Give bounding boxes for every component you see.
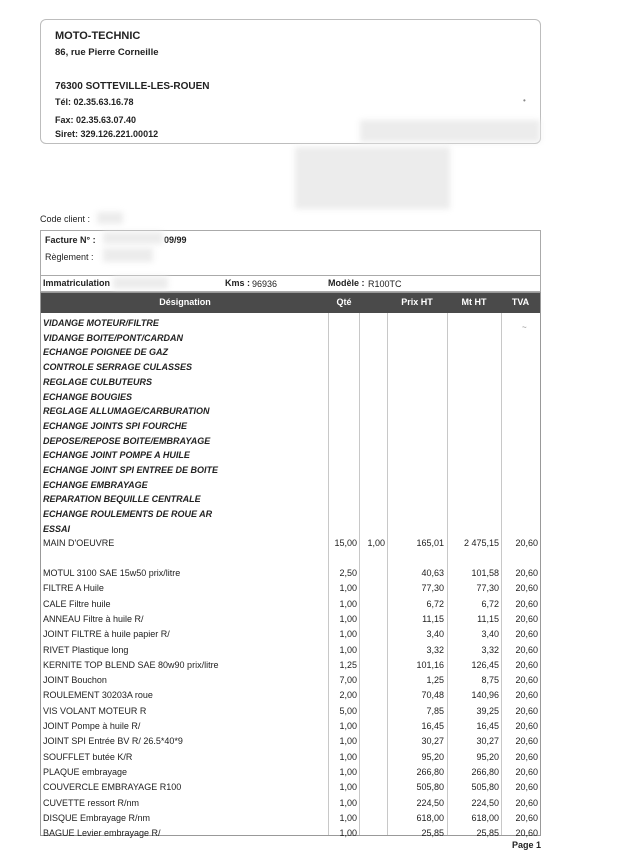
redacted-address xyxy=(295,147,450,209)
row-qty: 1,00 xyxy=(339,721,357,731)
kms-label: Kms : xyxy=(225,278,251,288)
table-row xyxy=(41,690,540,704)
operation-item: REGLAGE CULBUTEURS xyxy=(43,376,153,387)
redacted-reglement xyxy=(103,248,153,262)
table-row xyxy=(41,752,540,766)
row-designation: JOINT Pompe à huile R/ xyxy=(43,721,141,731)
row-total: 126,45 xyxy=(471,659,499,670)
operation-item: DEPOSE/REPOSE BOITE/EMBRAYAGE xyxy=(43,435,211,446)
row-total: 3,40 xyxy=(481,629,499,640)
row-qty: 5,00 xyxy=(339,705,357,716)
row-tva: 20,60 xyxy=(515,828,538,839)
row-tva: 20,60 xyxy=(515,659,538,670)
table-row xyxy=(41,645,540,659)
col-tva: TVA xyxy=(511,297,530,307)
row-qty: 1,00 xyxy=(339,613,357,624)
row-price: 40,63 xyxy=(421,568,444,578)
table-header xyxy=(41,293,540,313)
table-row xyxy=(41,660,540,674)
row-tva: 20,60 xyxy=(515,721,538,731)
row-tva: 20,60 xyxy=(515,766,538,777)
row-price: 505,80 xyxy=(416,782,444,793)
row-designation: MOTUL 3100 SAE 15w50 prix/litre xyxy=(43,568,181,578)
row-tva: 20,60 xyxy=(515,613,538,624)
company-name: MOTO-TECHNIC xyxy=(55,30,141,42)
row-qty: 1,00 xyxy=(339,797,357,808)
operation-item: VIDANGE BOITE/PONT/CARDAN xyxy=(43,332,184,343)
row-price: 16,45 xyxy=(421,721,444,731)
row-total: 505,80 xyxy=(471,782,499,793)
row-price: 25,85 xyxy=(421,828,444,839)
row-price: 224,50 xyxy=(416,797,444,808)
row-tva: 20,60 xyxy=(515,583,538,594)
code-client-label: Code client : xyxy=(40,214,91,224)
row-total: 266,80 xyxy=(471,766,499,777)
table-row xyxy=(41,736,540,750)
table-row xyxy=(41,813,540,827)
row-qty: 1,00 xyxy=(339,782,357,793)
table-row xyxy=(41,568,540,582)
row-tva: 20,60 xyxy=(515,812,538,823)
row-designation: SOUFFLET butée K/R xyxy=(43,751,133,762)
row-qty: 1,00 xyxy=(339,598,357,609)
row-qty: 1,00 xyxy=(339,629,357,640)
col-prix-ht: Prix HT xyxy=(401,297,433,307)
table-row xyxy=(41,599,540,613)
row-total: 618,00 xyxy=(471,812,499,823)
row-qty: 1,00 xyxy=(339,736,357,747)
operation-item: REPARATION BEQUILLE CENTRALE xyxy=(43,494,201,505)
row-total: 30,27 xyxy=(476,736,499,747)
company-tel: Tél: 02.35.63.16.78 xyxy=(55,97,134,107)
operation-item: CONTROLE SERRAGE CULASSES xyxy=(43,362,193,373)
facture-label: Facture N° : xyxy=(45,235,96,245)
immat-label: Immatriculation xyxy=(43,278,111,288)
row-price: 30,27 xyxy=(421,736,444,747)
page-number: Page 1 xyxy=(511,840,541,850)
row-price: 618,00 xyxy=(416,812,444,823)
row-qty: 2,50 xyxy=(339,568,357,578)
row-designation: ANNEAU Filtre à huile R/ xyxy=(43,613,144,624)
row-qty: 1,00 xyxy=(339,751,357,762)
operation-item: ESSAI xyxy=(43,523,71,534)
redacted-block xyxy=(360,120,540,142)
row-total: 16,45 xyxy=(476,721,499,731)
row-tva: 20,60 xyxy=(515,751,538,762)
row-total: 224,50 xyxy=(471,797,499,808)
row-qty: 1,00 xyxy=(339,644,357,655)
row-tva: 20,60 xyxy=(515,629,538,640)
row-price: 95,20 xyxy=(421,751,444,762)
row-designation: FILTRE A Huile xyxy=(43,583,104,594)
row-tva: 20,60 xyxy=(515,598,538,609)
row-tva: 20,60 xyxy=(515,782,538,793)
row-price: 1,25 xyxy=(426,675,444,686)
operation-item: ECHANGE BOUGIES xyxy=(43,391,133,402)
row-tva: 20,60 xyxy=(515,705,538,716)
row-price: 3,40 xyxy=(426,629,444,640)
row-qty: 15,00 xyxy=(334,538,357,548)
modele-value: R100TC xyxy=(368,279,402,289)
scan-speck: • xyxy=(523,96,526,105)
row-total: 11,15 xyxy=(477,613,499,624)
table-row xyxy=(41,614,540,628)
row-designation: RIVET Plastique long xyxy=(43,644,129,655)
row-qty: 2,00 xyxy=(339,690,357,701)
table-row xyxy=(41,721,540,735)
table-row xyxy=(41,767,540,781)
row-designation: CALE Filtre huile xyxy=(43,598,111,609)
table-row xyxy=(41,538,540,552)
operation-item: ECHANGE JOINT POMPE A HUILE xyxy=(43,450,190,461)
row-price: 165,01 xyxy=(416,538,444,548)
row-tva: 20,60 xyxy=(515,538,538,548)
row-total: 140,96 xyxy=(471,690,499,701)
operation-item: REGLAGE ALLUMAGE/CARBURATION xyxy=(43,406,210,417)
redacted-code-client xyxy=(97,212,123,224)
row-total: 25,85 xyxy=(476,828,499,839)
table-row xyxy=(41,828,540,842)
modele-label: Modèle : xyxy=(328,278,365,288)
row-extra: 1,00 xyxy=(367,538,385,548)
row-designation: VIS VOLANT MOTEUR R xyxy=(43,705,147,716)
row-qty: 1,00 xyxy=(339,766,357,777)
row-designation: ROULEMENT 30203A roue xyxy=(43,690,153,701)
row-tva: 20,60 xyxy=(515,675,538,686)
operation-item: VIDANGE MOTEUR/FILTRE xyxy=(43,318,159,328)
table-row xyxy=(41,675,540,689)
row-designation: DISQUE Embrayage R/nm xyxy=(43,812,151,823)
table-row xyxy=(41,629,540,643)
row-designation: JOINT SPI Entrée BV R/ 26.5*40*9 xyxy=(43,736,183,747)
table-row xyxy=(41,782,540,796)
row-price: 101,16 xyxy=(416,659,444,670)
redacted-immat xyxy=(113,277,168,289)
row-price: 70,48 xyxy=(421,690,444,701)
row-designation: MAIN D'OEUVRE xyxy=(43,538,115,548)
row-total: 8,75 xyxy=(481,675,499,686)
row-designation: JOINT FILTRE à huile papier R/ xyxy=(43,629,170,640)
operation-item: ECHANGE JOINT SPI ENTREE DE BOITE xyxy=(43,465,219,475)
table-row xyxy=(41,706,540,720)
operation-item: ECHANGE JOINTS SPI FOURCHE xyxy=(43,420,188,431)
row-designation: KERNITE TOP BLEND SAE 80w90 prix/litre xyxy=(43,659,219,670)
operation-item: ECHANGE EMBRAYAGE xyxy=(43,479,148,490)
row-price: 3,32 xyxy=(426,644,444,655)
col-designation: Désignation xyxy=(159,297,211,307)
row-designation: CUVETTE ressort R/nm xyxy=(43,797,140,808)
table-row xyxy=(41,798,540,812)
company-city: 76300 SOTTEVILLE-LES-ROUEN xyxy=(55,81,210,92)
row-total: 39,25 xyxy=(476,705,499,716)
scan-speck: ~ xyxy=(522,323,527,332)
operation-item: ECHANGE ROULEMENTS DE ROUE AR xyxy=(43,509,213,520)
company-fax: Fax: 02.35.63.07.40 xyxy=(55,115,137,125)
row-price: 6,72 xyxy=(426,598,444,609)
items-table xyxy=(40,292,541,839)
row-tva: 20,60 xyxy=(515,797,538,808)
redacted-invoice-number xyxy=(103,232,163,244)
facture-suffix: 09/99 xyxy=(164,235,187,245)
row-qty: 1,25 xyxy=(339,659,357,670)
row-price: 77,30 xyxy=(421,583,444,594)
row-price: 11,15 xyxy=(422,613,444,624)
row-designation: JOINT Bouchon xyxy=(43,675,107,686)
row-price: 266,80 xyxy=(416,766,444,777)
reglement-label: Règlement : xyxy=(45,252,94,262)
company-siret: Siret: 329.126.221.00012 xyxy=(55,129,159,139)
table-row xyxy=(41,583,540,597)
row-qty: 7,00 xyxy=(339,675,357,686)
row-designation: BAGUE Levier embrayage R/ xyxy=(43,828,161,839)
row-total: 3,32 xyxy=(481,644,499,655)
row-qty: 1,00 xyxy=(339,828,357,839)
row-total: 2 475,15 xyxy=(463,538,499,548)
row-total: 77,30 xyxy=(476,583,499,594)
row-tva: 20,60 xyxy=(515,736,538,747)
company-street: 86, rue Pierre Corneille xyxy=(55,47,159,58)
kms-value: 96936 xyxy=(252,279,278,289)
row-qty: 1,00 xyxy=(339,583,357,594)
row-tva: 20,60 xyxy=(515,690,538,701)
row-price: 7,85 xyxy=(426,705,444,716)
row-total: 95,20 xyxy=(476,751,499,762)
row-total: 6,72 xyxy=(481,598,499,609)
row-designation: PLAQUE embrayage xyxy=(43,766,128,777)
operation-item: ECHANGE POIGNEE DE GAZ xyxy=(43,347,169,358)
row-qty: 1,00 xyxy=(339,812,357,823)
col-qty: Qté xyxy=(336,297,352,307)
row-total: 101,58 xyxy=(471,568,499,578)
row-tva: 20,60 xyxy=(515,644,538,655)
row-tva: 20,60 xyxy=(515,568,538,578)
row-designation: COUVERCLE EMBRAYAGE R100 xyxy=(43,782,182,793)
col-mt-ht: Mt HT xyxy=(461,297,487,307)
